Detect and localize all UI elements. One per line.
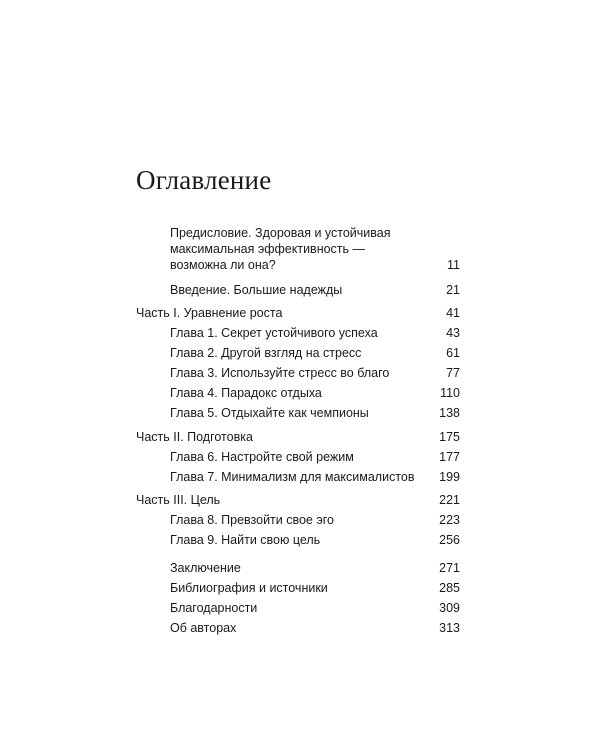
toc-entry-page: 138: [439, 406, 460, 420]
toc-entry-page: 309: [439, 601, 460, 615]
toc-entry-page: 110: [440, 386, 460, 400]
toc-entry-label: Глава 4. Парадокс отдыха: [170, 386, 322, 400]
toc-entry-label: Благодарности: [170, 601, 258, 615]
toc-entry-page: 77: [446, 366, 460, 380]
toc-entry-label: Глава 3. Используйте стресс во благо: [170, 366, 390, 380]
toc-entry-page: 43: [446, 326, 460, 340]
toc-entry-page: 199: [439, 470, 460, 484]
toc-entry-label: Часть II. Подготовка: [136, 430, 253, 444]
toc-entry-page: 177: [439, 450, 460, 464]
toc-entry-label: Глава 5. Отдыхайте как чемпионы: [170, 406, 369, 420]
toc-entry-page: 221: [439, 493, 460, 507]
toc-entry-label: Глава 6. Настройте свой режим: [170, 450, 354, 464]
toc-entry-page: 223: [439, 513, 460, 527]
toc-entry-page: 175: [439, 430, 460, 444]
toc-entry-label: Часть III. Цель: [136, 493, 221, 507]
toc-entry-page: 256: [439, 533, 460, 547]
toc-entry-page: 285: [439, 581, 460, 595]
toc-entry-page: 21: [446, 283, 460, 297]
toc-entry-label: Глава 7. Минимализм для максималистов: [170, 470, 415, 484]
toc-entry-page: 271: [439, 561, 460, 575]
toc-entry-label: Глава 8. Превзойти свое эго: [170, 513, 334, 527]
toc-entry-label: Библиография и источники: [170, 581, 328, 595]
toc-entry-label: Заключение: [170, 561, 241, 575]
toc-entry-page: 41: [446, 306, 460, 320]
toc-entry-label: Глава 9. Найти свою цель: [170, 533, 321, 547]
toc-entry-page: 313: [439, 621, 460, 635]
toc-entry-page: 11: [447, 258, 460, 272]
page-title: Оглавление: [136, 165, 272, 195]
toc-entry-label: Предисловие. Здоровая и устойчивая максимальная эффективность — возможна ли она?: [170, 226, 391, 272]
toc-entry-label: Введение. Большие надежды: [170, 283, 343, 297]
toc-entry-label: Глава 2. Другой взгляд на стресс: [170, 346, 362, 360]
toc-entry-label: Глава 1. Секрет устойчивого успеха: [170, 326, 378, 340]
toc-entry-label: Часть I. Уравнение роста: [136, 306, 283, 320]
toc-entry-page: 61: [446, 346, 460, 360]
toc-entry-label: Об авторах: [170, 621, 237, 635]
